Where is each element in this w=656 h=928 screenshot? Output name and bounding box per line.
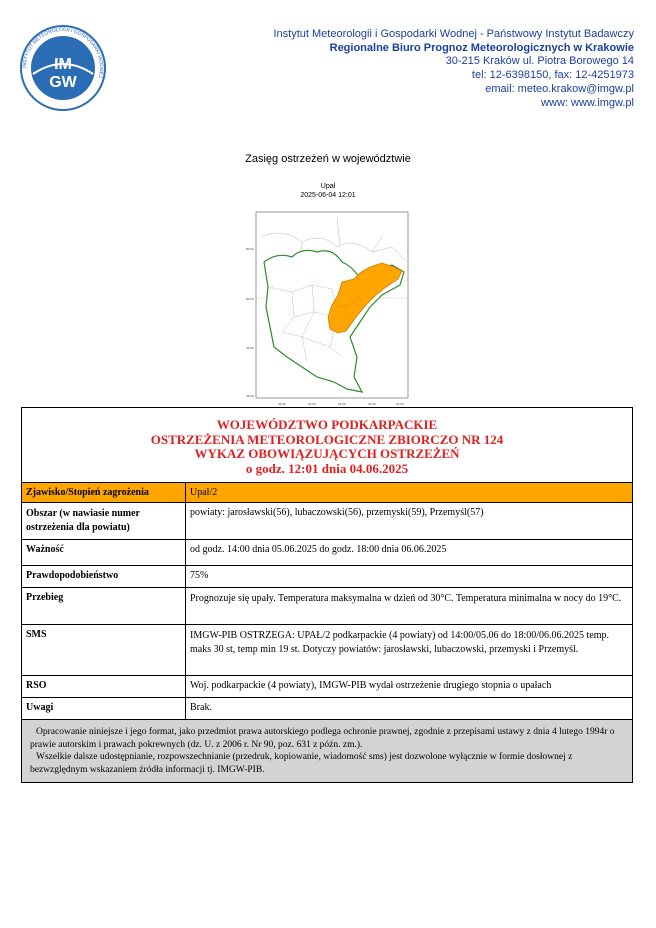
- row-sms: [22, 625, 633, 676]
- imgw-logo: [19, 24, 107, 112]
- row-probability: [22, 566, 633, 588]
- warning-title: [22, 408, 633, 483]
- warning-table: [21, 407, 633, 783]
- row-value: Prognozuje się upały. Temperatura maksymalna w dzień od 30°C. Temperatura minimalna w nocy do 19°C.: [186, 588, 633, 625]
- row-label: Prawdopodobieństwo: [22, 566, 186, 588]
- svg-text:49.50: 49.50: [246, 346, 254, 350]
- copyright-footer: [22, 720, 633, 783]
- row-value: Upał/2: [186, 483, 633, 503]
- row-validity: [22, 540, 633, 566]
- warning-map: [242, 207, 412, 407]
- row-value: od godz. 14:00 dnia 05.06.2025 do godz. 18:00 dnia 06.06.2025: [186, 540, 633, 566]
- title-list: WYKAZ OBOWIĄZUJĄCYCH OSTRZEŻEŃ: [194, 446, 460, 461]
- map-datetime: 2025-06-04 12:01: [300, 192, 356, 199]
- copyright-text: Opracowanie niniejsze i jego format, jako przedmiot prawa autorskiego podlega ochronie prawnej, zgodnie z przepisami ustawy z dnia 4 lutego 1994r o prawie autorskim i prawach pokrewnych (dz. U. z 2006 r. Nr 90, poz. 631 z późn. zm.).: [30, 727, 615, 750]
- map-title: Zasięg ostrzeżeń w województwie: [245, 153, 411, 165]
- svg-text:49.00: 49.00: [246, 394, 254, 398]
- row-remarks: [22, 698, 633, 720]
- row-rso: [22, 676, 633, 698]
- title-issued: o godz. 12:01 dnia 04.06.2025: [245, 460, 409, 476]
- row-label: Przebieg: [22, 588, 186, 625]
- row-value: Brak.: [186, 698, 633, 720]
- title-warning-number: OSTRZEŻENIA METEOROLOGICZNE ZBIORCZO NR 124: [150, 431, 504, 447]
- row-label: Uwagi: [22, 698, 186, 720]
- map-phenomenon: Upał: [320, 183, 336, 190]
- row-value: powiaty: jarosławski(56), lubaczowski(56), przemyski(59), Przemyśl(57): [186, 503, 633, 540]
- row-label: Obszar (w nawiasie numer ostrzeżenia dla powiatu): [22, 503, 186, 540]
- row-value: Woj. podkarpackie (4 powiaty), IMGW-PIB wydał ostrzeżenie drugiego stopnia o upałach: [186, 676, 633, 698]
- logo-bottom-text: GW: [49, 74, 77, 91]
- logo-ring-text: INSTYTUT METEOROLOGII I GOSPODARKI WODNEJ: [21, 26, 105, 79]
- svg-text:50.50: 50.50: [246, 247, 254, 251]
- row-phenomenon: [22, 483, 633, 503]
- row-value: 75%: [186, 566, 633, 588]
- redistribution-text: Wszelkie dalsze udostępnianie, rozpowszechnianie (przedruk, kopiowanie, wiadomość sms) jest dozwolone wyłącznie w formie dosłownej z bezwzględnym wskazaniem źródła informacji tj. IMGW-PIB.: [30, 752, 573, 775]
- title-voivodeship: WOJEWÓDZTWO PODKARPACKIE: [216, 417, 438, 432]
- office-name: Regionalne Biuro Prognoz Meteorologicznych w Krakowie: [329, 41, 634, 54]
- address: 30-215 Kraków ul. Piotra Borowego 14: [445, 55, 634, 68]
- row-area: [22, 503, 633, 540]
- svg-text:23.50: 23.50: [396, 402, 404, 406]
- website: www: www.imgw.pl: [541, 96, 634, 109]
- phone-fax: tel: 12-6398150, fax: 12-4251973: [471, 69, 634, 82]
- svg-text:21.50: 21.50: [278, 402, 286, 406]
- institute-header: [273, 28, 634, 110]
- row-value: IMGW-PIB OSTRZEGA: UPAŁ/2 podkarpackie (4 powiaty) od 14:00/05.06 do 18:00/06.06.2025 temp. maks 30 st, temp min 19 st. Dotyczy powiatów: jarosławski, lubaczowski, przemyski i Przemyśl.: [186, 625, 633, 676]
- logo-top-text: IM: [54, 56, 72, 73]
- row-label: SMS: [22, 625, 186, 676]
- institute-name: Instytut Meteorologii i Gospodarki Wodnej - Państwowy Instytut Badawczy: [273, 28, 634, 40]
- row-label: RSO: [22, 676, 186, 698]
- row-label: Zjawisko/Stopień zagrożenia: [22, 483, 186, 503]
- svg-text:23.00: 23.00: [368, 402, 376, 406]
- email: email: meteo.krakow@imgw.pl: [485, 82, 634, 95]
- row-course: [22, 588, 633, 625]
- svg-text:50.00: 50.00: [246, 297, 254, 301]
- row-label: Ważność: [22, 540, 186, 566]
- map-subtitle: [0, 182, 656, 200]
- svg-text:22.50: 22.50: [338, 402, 346, 406]
- svg-text:22.00: 22.00: [308, 402, 316, 406]
